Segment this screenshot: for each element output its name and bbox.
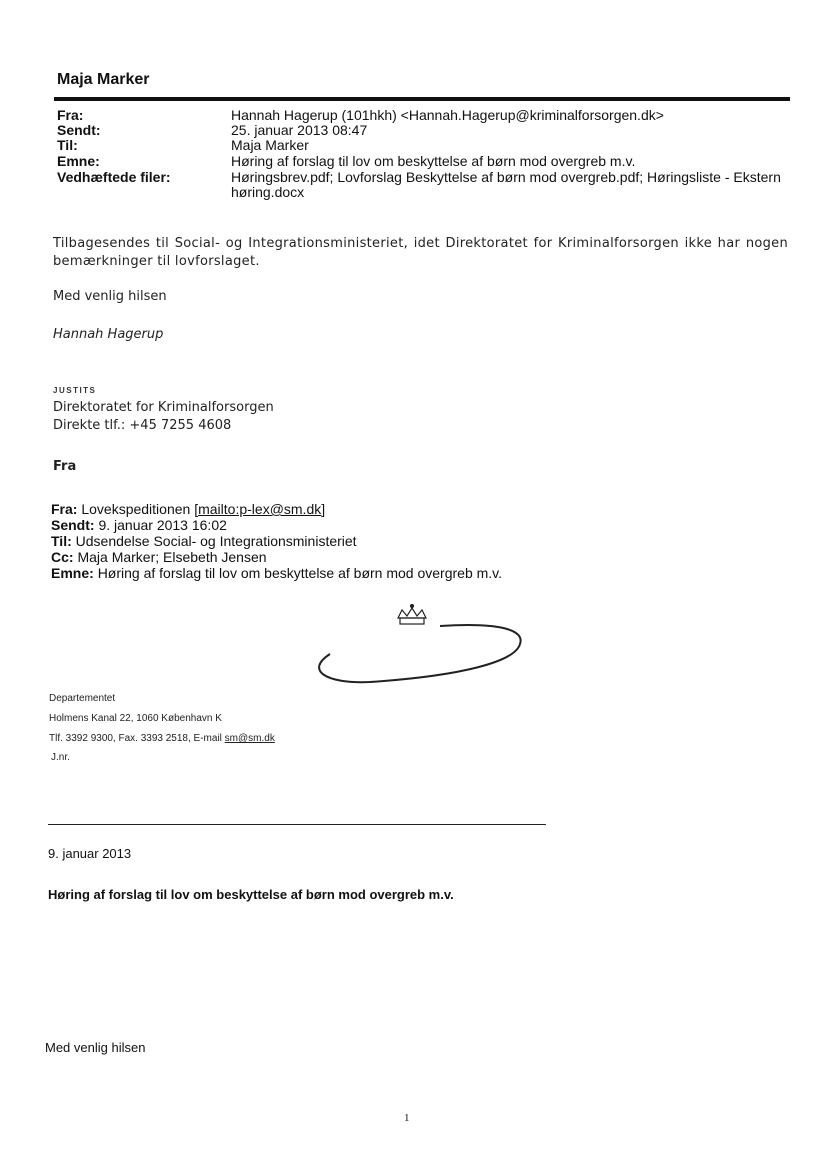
letterhead-contact-text: Tlf. 3392 9300, Fax. 3393 2518, E-mail — [49, 733, 225, 744]
forward-subject-line — [51, 565, 502, 581]
reply-signature: Hannah Hagerup — [53, 327, 164, 342]
letterhead-email-link[interactable]: sm@sm.dk — [224, 733, 275, 744]
subject-label: Emne: — [57, 153, 100, 169]
to-label: Til: — [57, 137, 78, 153]
forward-cc-line — [51, 549, 267, 565]
letterhead-department: Departementet — [49, 693, 116, 704]
forward-to-label: Til: — [51, 533, 72, 549]
forward-subject-value: Høring af forslag til lov om beskyttelse af børn mod overgreb m.v. — [97, 565, 503, 581]
subject-value: Høring af forslag til lov om beskyttelse af børn mod overgreb m.v. — [231, 153, 636, 169]
forward-from-value: Lovekspeditionen — [81, 501, 191, 517]
forward-cc-label: Cc: — [51, 549, 74, 565]
sent-label: Sendt: — [57, 122, 101, 138]
org-phone: Direkte tlf.: +45 7255 4608 — [53, 418, 232, 433]
attachments-value: Høringsbrev.pdf; Lovforslag Beskyttelse af børn mod overgreb.pdf; Høringsliste - Ekstern høring.docx — [231, 169, 781, 200]
crown-logo-icon — [310, 604, 525, 690]
forward-sent-line — [51, 517, 227, 533]
letter-date: 9. januar 2013 — [48, 846, 132, 861]
forward-from-label: Fra: — [51, 501, 78, 517]
letter-divider — [48, 824, 546, 825]
forward-heading: Fra — [53, 459, 77, 474]
owner-name: Maja Marker — [57, 71, 150, 88]
page-number: 1 — [404, 1112, 410, 1124]
forward-to-value: Udsendelse Social- og Integrationsministeriet — [75, 533, 357, 549]
forward-subject-label: Emne: — [51, 565, 94, 581]
letterhead-address: Holmens Kanal 22, 1060 København K — [49, 713, 222, 724]
org-tag: JUSTITS — [53, 386, 97, 395]
to-value: Maja Marker — [231, 137, 309, 153]
letter-title: Høring af forslag til lov om beskyttelse af børn mod overgreb m.v. — [48, 887, 454, 902]
from-value: Hannah Hagerup (101hkh) <Hannah.Hagerup@kriminalforsorgen.dk> — [231, 107, 664, 123]
reply-body: Tilbagesendes til Social- og Integrationsministeriet, idet Direktoratet for Kriminalforsorgen ikke har nogen bemærkninger til lovforslaget. — [53, 236, 788, 269]
letter-closing: Med venlig hilsen — [45, 1040, 146, 1055]
attachments-label: Vedhæftede filer: — [57, 169, 171, 185]
letterhead-jnr: J.nr. — [51, 752, 70, 763]
forward-cc-value: Maja Marker; Elsebeth Jensen — [77, 549, 267, 565]
forward-from-line — [51, 501, 325, 517]
forward-sent-label: Sendt: — [51, 517, 95, 533]
from-label: Fra: — [57, 107, 84, 123]
forward-from-link[interactable]: [mailto:p-lex@sm.dk] — [194, 501, 326, 517]
header-rule — [54, 97, 790, 101]
forward-to-line — [51, 533, 357, 549]
org-name: Direktoratet for Kriminalforsorgen — [53, 400, 274, 415]
sent-value: 25. januar 2013 08:47 — [231, 122, 368, 138]
reply-greeting: Med venlig hilsen — [53, 289, 167, 304]
letterhead-contact — [49, 733, 275, 744]
forward-sent-value: 9. januar 2013 16:02 — [98, 517, 227, 533]
